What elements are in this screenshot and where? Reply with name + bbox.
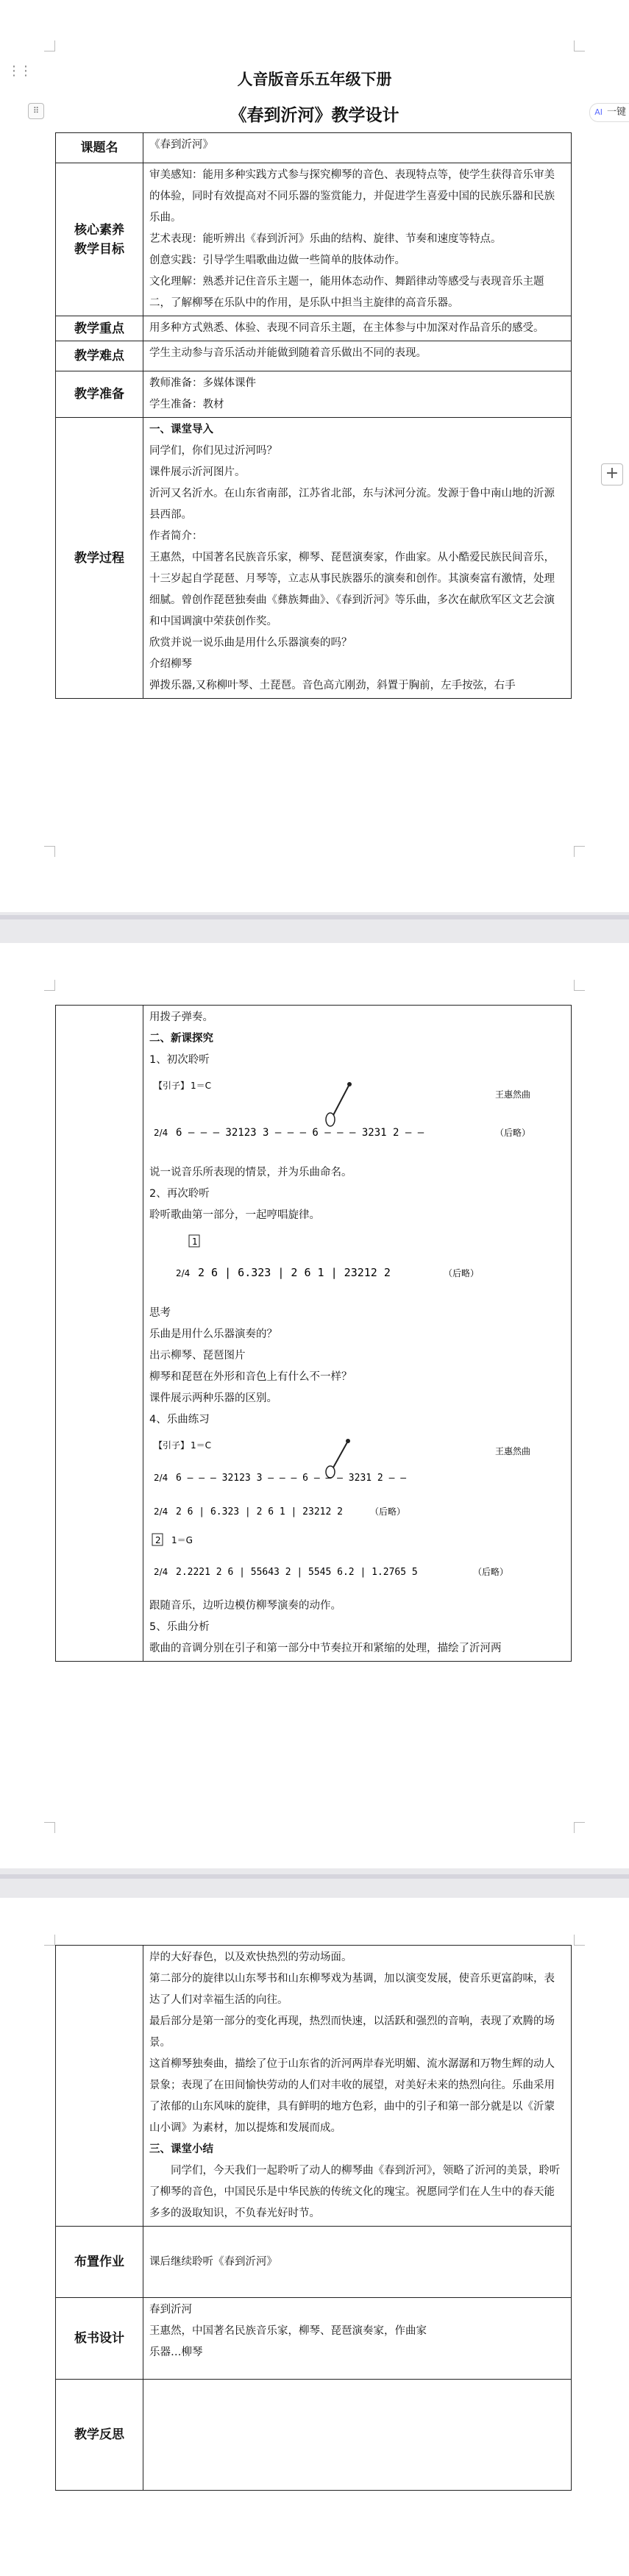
crop-mark bbox=[44, 980, 55, 991]
score-notes-theme1: 2 6 | 6.323 | 2 6 1 | 23212 2 bbox=[198, 1266, 391, 1279]
process-paragraph: 最后部分是第一部分的变化再现，热烈而快速，以活跃和强烈的音响，表现了欢腾的场景。 bbox=[149, 2015, 555, 2049]
table-row bbox=[56, 316, 572, 341]
doc-title-line1: 人音版音乐五年级下册 bbox=[237, 71, 392, 88]
page-separator bbox=[0, 915, 629, 919]
row-label-key: 教学重点 bbox=[56, 316, 143, 341]
drag-grip-icon[interactable]: ⋮⋮ bbox=[7, 63, 31, 79]
process-paragraph: 跟随音乐，边听边模仿柳琴演奏的动作。 bbox=[149, 1600, 341, 1612]
core-label-a: 核心素养 bbox=[74, 222, 124, 238]
process-paragraph: 欣赏并说一说乐曲是用什么乐器演奏的吗？ bbox=[149, 637, 352, 649]
process-paragraph: 岸的大好春色，以及欢快热烈的劳动场面。 bbox=[149, 1951, 352, 1963]
process-paragraph: 柳琴和琵琶在外形和音色上有什么不一样？ bbox=[149, 1371, 352, 1383]
table-row bbox=[56, 2227, 572, 2298]
board-line: 王惠然，中国著名民族音乐家，柳琴、琵琶演奏家，作曲家 bbox=[149, 2325, 427, 2337]
row-label-topic: 课题名 bbox=[56, 133, 143, 163]
score-intro-svg-1 bbox=[149, 1075, 561, 1156]
crop-mark bbox=[574, 1935, 585, 1946]
table-row bbox=[56, 2298, 572, 2380]
core-goals-cell[interactable] bbox=[143, 163, 572, 316]
liuqin-icon bbox=[326, 1082, 352, 1126]
process-cell-final[interactable] bbox=[143, 1946, 572, 2227]
process-paragraph: 同学们，今天我们一起聆听了动人的柳琴曲《春到沂河》，领略了沂河的美景，聆听了柳琴的音色，中国民乐是中华民族的传统文化的瑰宝。祝愿同学们在人生中的春天能多多的汲取知识，不负春光好时节。 bbox=[149, 2165, 561, 2219]
crop-mark bbox=[44, 40, 55, 51]
process-cell-continued[interactable] bbox=[143, 1006, 572, 1662]
table-row bbox=[56, 341, 572, 371]
score-time-signature: 2/4 bbox=[154, 1473, 168, 1483]
score-composer: 王惠然曲 bbox=[495, 1089, 531, 1100]
table-row bbox=[56, 133, 572, 163]
score-section-marker: 2 bbox=[155, 1535, 161, 1545]
goal-paragraph: 文化理解：熟悉并记住音乐主题一，能用体态动作、舞蹈律动等感受与表现音乐主题二，了解柳琴在乐队中的作用，是乐队中担当主旋律的高音乐器。 bbox=[149, 276, 544, 309]
lesson-plan-table-continued bbox=[55, 1005, 572, 1662]
process-paragraph: 用拨子弹奏。 bbox=[149, 1011, 213, 1023]
score-repeat-note: （后略） bbox=[370, 1506, 406, 1517]
goal-paragraph: 创意实践：引导学生唱歌曲边做一些简单的肢体动作。 bbox=[149, 255, 405, 266]
score-key: 1＝C bbox=[191, 1081, 212, 1091]
process-paragraph: 弹拨乐器,又称柳叶琴、土琵琶。音色高亢刚劲，斜置于胸前，左手按弦，右手 bbox=[149, 680, 516, 691]
process-paragraph: 三、课堂小结 bbox=[149, 2143, 213, 2155]
block-handle-icon[interactable]: ⠿ bbox=[28, 103, 44, 119]
score-time-signature: 2/4 bbox=[154, 1506, 168, 1517]
process-paragraph: 歌曲的音调分别在引子和第一部分中节奏拉开和紧缩的处理，描绘了沂河两 bbox=[149, 1643, 502, 1654]
core-label-b: 教学目标 bbox=[74, 241, 124, 257]
key-value[interactable]: 用多种方式熟悉、体验、表现不同音乐主题，在主体参与中加深对作品音乐的感受。 bbox=[143, 316, 572, 341]
score-notes-theme1: 2 6 | 6.323 | 2 6 1 | 23212 2 bbox=[176, 1506, 343, 1518]
board-line: 春到沂河 bbox=[149, 2304, 192, 2316]
score-theme1 bbox=[149, 1231, 565, 1297]
table-row bbox=[56, 163, 572, 316]
row-label-core bbox=[56, 163, 143, 316]
ai-badge: AI bbox=[594, 107, 603, 117]
process-paragraph: 思考 bbox=[149, 1307, 171, 1319]
score-intro-tag: 【引子】 bbox=[154, 1081, 190, 1091]
process-paragraph: 王惠然，中国著名民族音乐家，柳琴、琵琶演奏家，作曲家。从小酷爱民族民间音乐，十三岁起自学琵琶、月琴等，立志从事民族器乐的演奏和创作。其演奏富有激情，处理细腻。曾创作琵琶独奏曲《彝族舞曲》、《春到沂河》等乐曲，多次在献欣军区文艺会演和中国调演中荣获创作奖。 bbox=[149, 552, 555, 627]
document-page-3 bbox=[0, 1898, 629, 2576]
score-time-signature: 2/4 bbox=[154, 1128, 168, 1138]
process-paragraph: 聆听歌曲第一部分，一起哼唱旋律。 bbox=[149, 1209, 320, 1221]
table-row bbox=[56, 1946, 572, 2227]
row-label-empty bbox=[56, 1946, 143, 2227]
crop-mark bbox=[574, 980, 585, 991]
lesson-plan-table bbox=[55, 132, 572, 699]
process-paragraph: 一、课堂导入 bbox=[149, 424, 213, 435]
difficulty-value[interactable]: 学生主动参与音乐活动并能做到随着音乐做出不同的表现。 bbox=[143, 341, 572, 371]
process-paragraph: 课件展示两种乐器的区别。 bbox=[149, 1392, 277, 1404]
prep-line: 教师准备：多媒体课件 bbox=[149, 377, 256, 389]
table-row bbox=[56, 2380, 572, 2491]
topic-value[interactable]: 《春到沂河》 bbox=[143, 133, 572, 163]
process-paragraph: 二、新课探究 bbox=[149, 1033, 213, 1045]
goal-paragraph: 审美感知：能用多种实践方式参与探究柳琴的音色、表现特点等，使学生获得音乐审美的体验，同时有效提高对不同乐器的鉴赏能力，并促进学生喜爱中国的民族乐器和民族乐曲。 bbox=[149, 169, 555, 224]
score-section-marker: 1 bbox=[192, 1237, 198, 1247]
score-repeat-note: （后略） bbox=[444, 1268, 480, 1278]
score-notes-intro: 6 – – – 32123 3 – – – 6 – – – 3231 2 – – bbox=[176, 1473, 407, 1484]
process-paragraph: 这首柳琴独奏曲，描绘了位于山东省的沂河两岸春光明媚、流水潺潺和万物生辉的动人景象；表现了在田间愉快劳动的人们对丰收的展望，对美好未来的热烈向往。乐曲采用了浓郁的山东风味的旋律，具有鲜明的地方色彩，曲中的引子和第一部分就是以《沂蒙山小调》为素材，加以提炼和发展而成。 bbox=[149, 2058, 555, 2134]
board-line: 乐器…柳琴 bbox=[149, 2346, 203, 2358]
process-paragraph: 1、初次聆听 bbox=[149, 1054, 210, 1066]
crop-mark bbox=[44, 1935, 55, 1946]
document-page-2 bbox=[0, 943, 629, 1868]
table-row bbox=[56, 1006, 572, 1662]
process-paragraph: 同学们，你们见过沂河吗？ bbox=[149, 445, 277, 457]
row-label-prep: 教学准备 bbox=[56, 371, 143, 418]
process-cell[interactable] bbox=[143, 418, 572, 699]
row-label-process: 教学过程 bbox=[56, 418, 143, 699]
prep-value[interactable] bbox=[143, 371, 572, 418]
ai-button-label: 一键 bbox=[606, 107, 626, 118]
table-row bbox=[56, 418, 572, 699]
reflection-value[interactable] bbox=[143, 2380, 572, 2491]
process-paragraph: 沂河又名沂水。在山东省南部，江苏省北部，东与沭河分流。发源于鲁中南山地的沂源县西部。 bbox=[149, 488, 555, 521]
score-notes-theme2: 2.2221 2 6 | 55643 2 | 5545 6.2 | 1.2765 5 bbox=[176, 1567, 418, 1578]
process-paragraph: 4、乐曲练习 bbox=[149, 1414, 210, 1426]
row-label-difficulty: 教学难点 bbox=[56, 341, 143, 371]
process-paragraph: 说一说音乐所表现的情景，并为乐曲命名。 bbox=[149, 1167, 352, 1178]
score-notes-intro: 6 – – – 32123 3 – – – 6 – – – 3231 2 – – bbox=[176, 1127, 424, 1139]
row-label-homework: 布置作业 bbox=[56, 2227, 143, 2298]
process-paragraph: 5、乐曲分析 bbox=[149, 1621, 210, 1633]
process-paragraph: 介绍柳琴 bbox=[149, 658, 192, 670]
score-time-signature: 2/4 bbox=[154, 1567, 168, 1577]
score-time-signature: 2/4 bbox=[176, 1268, 191, 1278]
prep-line: 学生准备：教材 bbox=[149, 399, 224, 410]
score-composer: 王惠然曲 bbox=[495, 1446, 531, 1456]
doc-title-line2: 《春到沂河》教学设计 bbox=[230, 106, 399, 125]
crop-mark bbox=[44, 846, 55, 857]
document-page-1 bbox=[0, 0, 629, 912]
page-separator bbox=[0, 1874, 629, 1879]
process-paragraph: 乐曲是用什么乐器演奏的？ bbox=[149, 1328, 277, 1340]
row-label-empty bbox=[56, 1006, 143, 1662]
score-practice bbox=[149, 1435, 565, 1590]
crop-mark bbox=[574, 1822, 585, 1833]
process-paragraph: 作者简介： bbox=[149, 530, 203, 542]
score-key: 1＝C bbox=[191, 1440, 212, 1451]
crop-mark bbox=[574, 846, 585, 857]
process-paragraph: 2、再次聆听 bbox=[149, 1188, 210, 1200]
goal-paragraph: 艺术表现：能听辨出《春到沂河》乐曲的结构、旋律、节奏和速度等特点。 bbox=[149, 233, 502, 245]
score-repeat-note: （后略） bbox=[473, 1567, 509, 1577]
score-key: 1＝G bbox=[171, 1535, 193, 1545]
lesson-plan-table-final bbox=[55, 1945, 572, 2491]
add-block-button[interactable]: + bbox=[601, 463, 623, 485]
row-label-board: 板书设计 bbox=[56, 2298, 143, 2380]
table-row bbox=[56, 371, 572, 418]
homework-value[interactable]: 课后继续聆听《春到沂河》 bbox=[143, 2227, 572, 2298]
score-practice-svg bbox=[149, 1435, 561, 1590]
score-intro-1 bbox=[149, 1075, 565, 1156]
board-value[interactable] bbox=[143, 2298, 572, 2380]
process-paragraph: 第二部分的旋律以山东琴书和山东柳琴戏为基调，加以演变发展，使音乐更富韵味，表达了人们对幸福生活的向往。 bbox=[149, 1973, 555, 2006]
score-intro-tag: 【引子】 bbox=[154, 1440, 190, 1451]
crop-mark bbox=[574, 40, 585, 51]
process-paragraph: 课件展示沂河图片。 bbox=[149, 466, 246, 478]
crop-mark bbox=[44, 1822, 55, 1833]
score-repeat-note: （后略） bbox=[495, 1128, 531, 1138]
row-label-reflection: 教学反思 bbox=[56, 2380, 143, 2491]
score-theme1-svg bbox=[149, 1231, 561, 1297]
process-paragraph: 出示柳琴、琵琶图片 bbox=[149, 1350, 246, 1362]
